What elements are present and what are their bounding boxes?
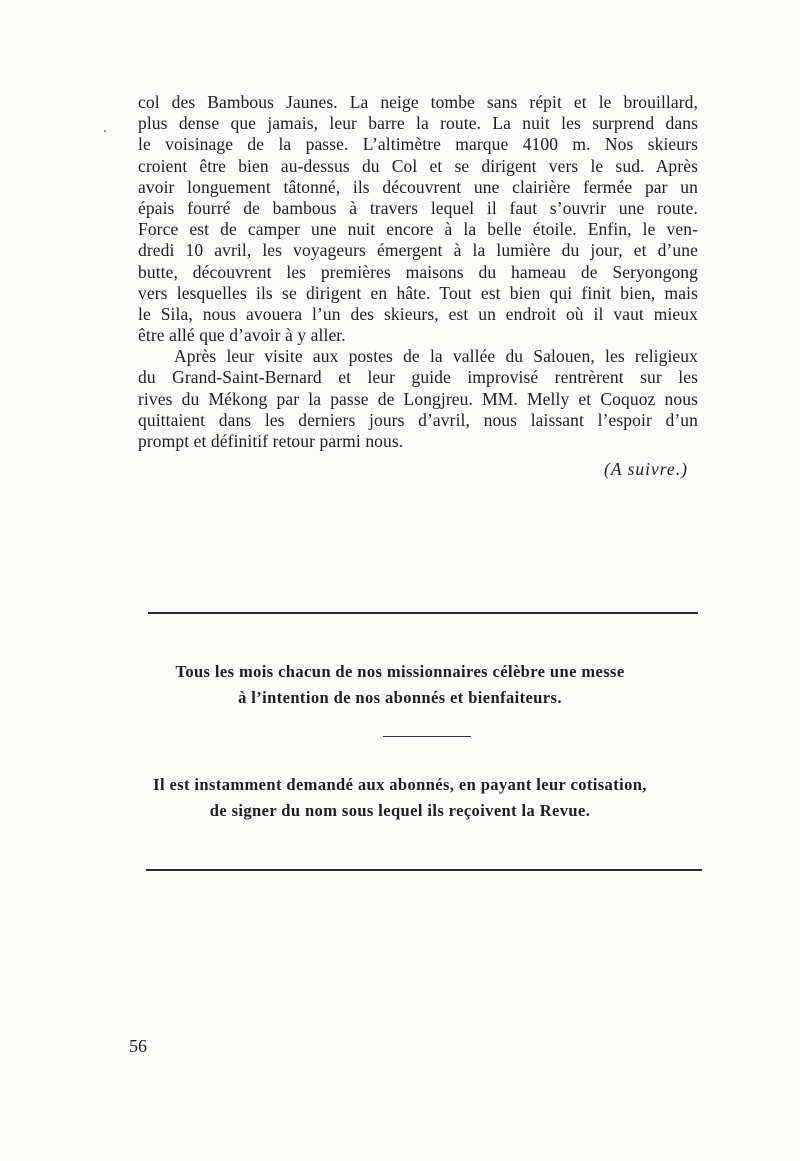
continued-note: (A suivre.) [604,459,688,479]
article-line: croient être bien au-dessus du Col et se dirigent vers le sud. Après [138,155,698,176]
article-line: le Sila, nous avouera l’un des skieurs, est un endroit où il vaut mieux [138,303,698,324]
notice-line: Tous les mois chacun de nos missionnaires célèbre une messe [175,662,625,681]
paper-speck [104,130,106,132]
article-line: épais fourré de bambous à travers lequel il faut s’ouvrir une route. [138,197,698,218]
section-divider [148,612,698,614]
article-line: plus dense que jamais, leur barre la route. La nuit les surprend dans [138,113,698,134]
subscription-notice [0,772,800,824]
article-line: rives du Mékong par la passe de Longjreu. MM. Melly et Coquoz nous [138,388,698,409]
article-line: prompt et définitif retour parmi nous. [138,431,404,451]
article-line: avoir longuement tâtonné, ils découvrent une clairière fermée par un [138,176,698,197]
notice-divider [383,736,471,737]
section-divider [146,869,702,871]
article-paragraph-2 [138,346,698,452]
mass-notice [0,659,800,711]
article-line: quittaient dans les derniers jours d’avril, nous laissant l’espoir d’un [138,409,698,430]
notice-line: de signer du nom sous lequel ils reçoivent la Revue. [209,801,591,820]
article-line: butte, découvrent les premières maisons du hameau de Seryongong [138,261,698,282]
article-line: dredi 10 avril, les voyageurs émergent à la lumière du jour, et d’une [138,240,698,261]
article-body [138,92,698,452]
article-line: être allé que d’avoir à y aller. [138,325,346,346]
article-line: le voisinage de la passe. L’altimètre marque 4100 m. Nos skieurs [138,134,698,155]
article-line: vers lesquelles ils se dirigent en hâte. Tout est bien qui finit bien, mais [138,282,698,303]
notice-line: à l’intention de nos abonnés et bienfaiteurs. [238,688,562,707]
article-paragraph-1 [138,92,698,346]
article-line: Force est de camper une nuit encore à la belle étoile. Enfin, le ven- [138,219,698,240]
notice-line: Il est instamment demandé aux abonnés, en payant leur cotisation, [153,775,647,794]
article-line: Après leur visite aux postes de la vallée du Salouen, les religieux [174,346,698,367]
page-number: 56 [129,1036,147,1056]
article-line: du Grand-Saint-Bernard et leur guide improvisé rentrèrent sur les [138,367,698,388]
article-line: col des Bambous Jaunes. La neige tombe sans répit et le brouillard, [138,92,698,112]
